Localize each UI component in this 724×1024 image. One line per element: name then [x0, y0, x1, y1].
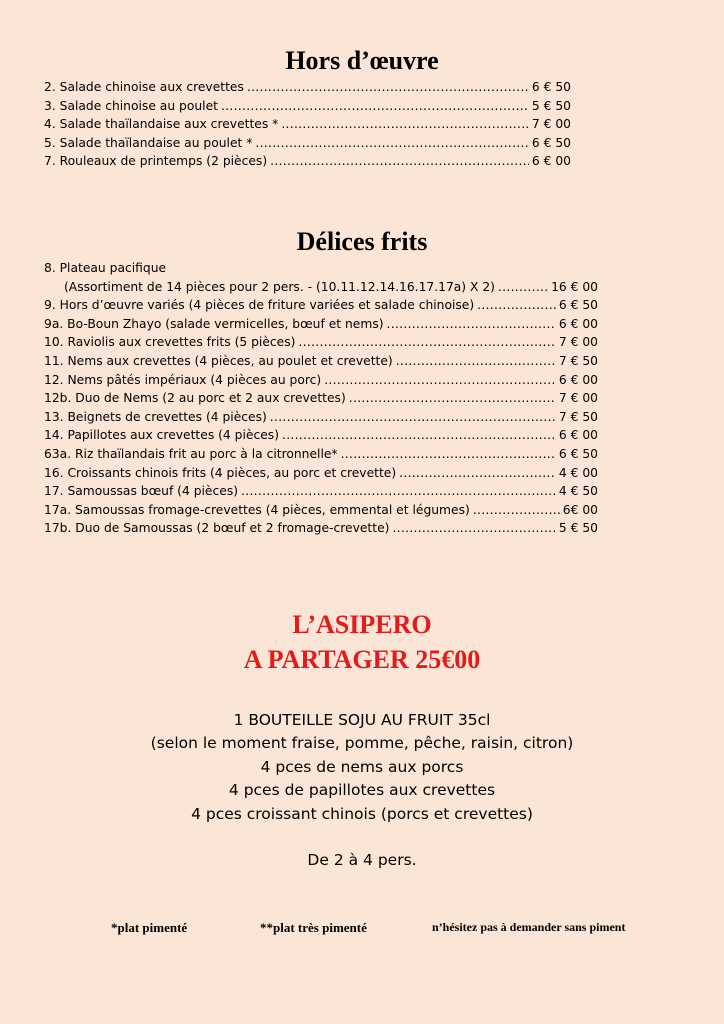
menu-item-heading: 8. Plateau pacifique — [44, 261, 167, 275]
menu-item: 14. Papillotes aux crevettes (4 pièces) ..... 6 € 00 — [44, 426, 598, 445]
promo-details — [0, 709, 724, 826]
hors-doeuvre-list — [44, 78, 571, 171]
menu-item: 17b. Duo de Samoussas (2 bœuf et 2 fromage-crevette) ..... 5 € 50 — [44, 519, 598, 538]
section-title-delices-frits: Délices frits — [296, 227, 428, 256]
menu-item: 9a. Bo-Boun Zhayo (salade vermicelles, bœuf et nems) ..... 6 € 00 — [44, 315, 598, 334]
menu-item: 10. Raviolis aux crevettes frits (5 pièces) ..... 7 € 00 — [44, 333, 598, 352]
menu-item: 17. Samoussas bœuf (4 pièces) ..... 4 € 50 — [44, 482, 598, 501]
promo-persons: De 2 à 4 pers. — [307, 851, 417, 869]
footer-very-spicy-note: **plat très pimenté — [260, 920, 367, 935]
menu-item: 12. Nems pâtés impériaux (4 pièces au porc) ..... 6 € 00 — [44, 371, 598, 390]
delices-frits-list — [44, 259, 598, 538]
promo-line: 4 pces de nems aux porcs — [260, 757, 464, 776]
menu-item: 12b. Duo de Nems (2 au porc et 2 aux crevettes) ..... 7 € 00 — [44, 389, 598, 408]
menu-item: 11. Nems aux crevettes (4 pièces, au poulet et crevette) ..... 7 € 50 — [44, 352, 598, 371]
footer-spicy-note: *plat pimenté — [111, 920, 188, 935]
promo-title: L’ASIPERO — [292, 610, 432, 639]
menu-item: 63a. Riz thaïlandais frit au porc à la citronnelle* ..... 6 € 50 — [44, 445, 598, 464]
promo-line: 4 pces croissant chinois (porcs et crevettes) — [191, 804, 533, 823]
menu-item: 7. Rouleaux de printemps (2 pièces) ..... 6 € 00 — [44, 152, 571, 171]
menu-item: 2. Salade chinoise aux crevettes ..... 6 € 50 — [44, 78, 571, 97]
promo-subtitle: A PARTAGER 25€00 — [243, 645, 481, 674]
menu-item: 9. Hors d’œuvre variés (4 pièces de friture variées et salade chinoise) ..... 6 € 50 — [44, 296, 598, 315]
menu-item: 3. Salade chinoise au poulet ..... 5 € 50 — [44, 97, 571, 116]
section-title-hors-doeuvre: Hors d’œuvre — [285, 46, 439, 75]
menu-item: 5. Salade thaïlandaise au poulet * ..... 6 € 50 — [44, 134, 571, 153]
menu-item: (Assortiment de 14 pièces pour 2 pers. - (10.11.12.14.16.17.17a) X 2) ..... 16 € 00 — [44, 278, 598, 297]
menu-item: 13. Beignets de crevettes (4 pièces) ..... 7 € 50 — [44, 408, 598, 427]
menu-item: 4. Salade thaïlandaise aux crevettes * ..... 7 € 00 — [44, 115, 571, 134]
promo-line: 4 pces de papillotes aux crevettes — [228, 781, 496, 800]
footer-no-spice-note: n’hésitez pas à demander sans piment — [432, 920, 626, 934]
menu-item: 16. Croissants chinois frits (4 pièces, au porc et crevette) ..... 4 € 00 — [44, 464, 598, 483]
menu-item: 17a. Samoussas fromage-crevettes (4 pièces, emmental et légumes) ..... 6€ 00 — [44, 501, 598, 520]
promo-line: (selon le moment fraise, pomme, pêche, raisin, citron) — [150, 734, 574, 753]
promo-line: 1 BOUTEILLE SOJU AU FRUIT 35cl — [233, 711, 491, 729]
